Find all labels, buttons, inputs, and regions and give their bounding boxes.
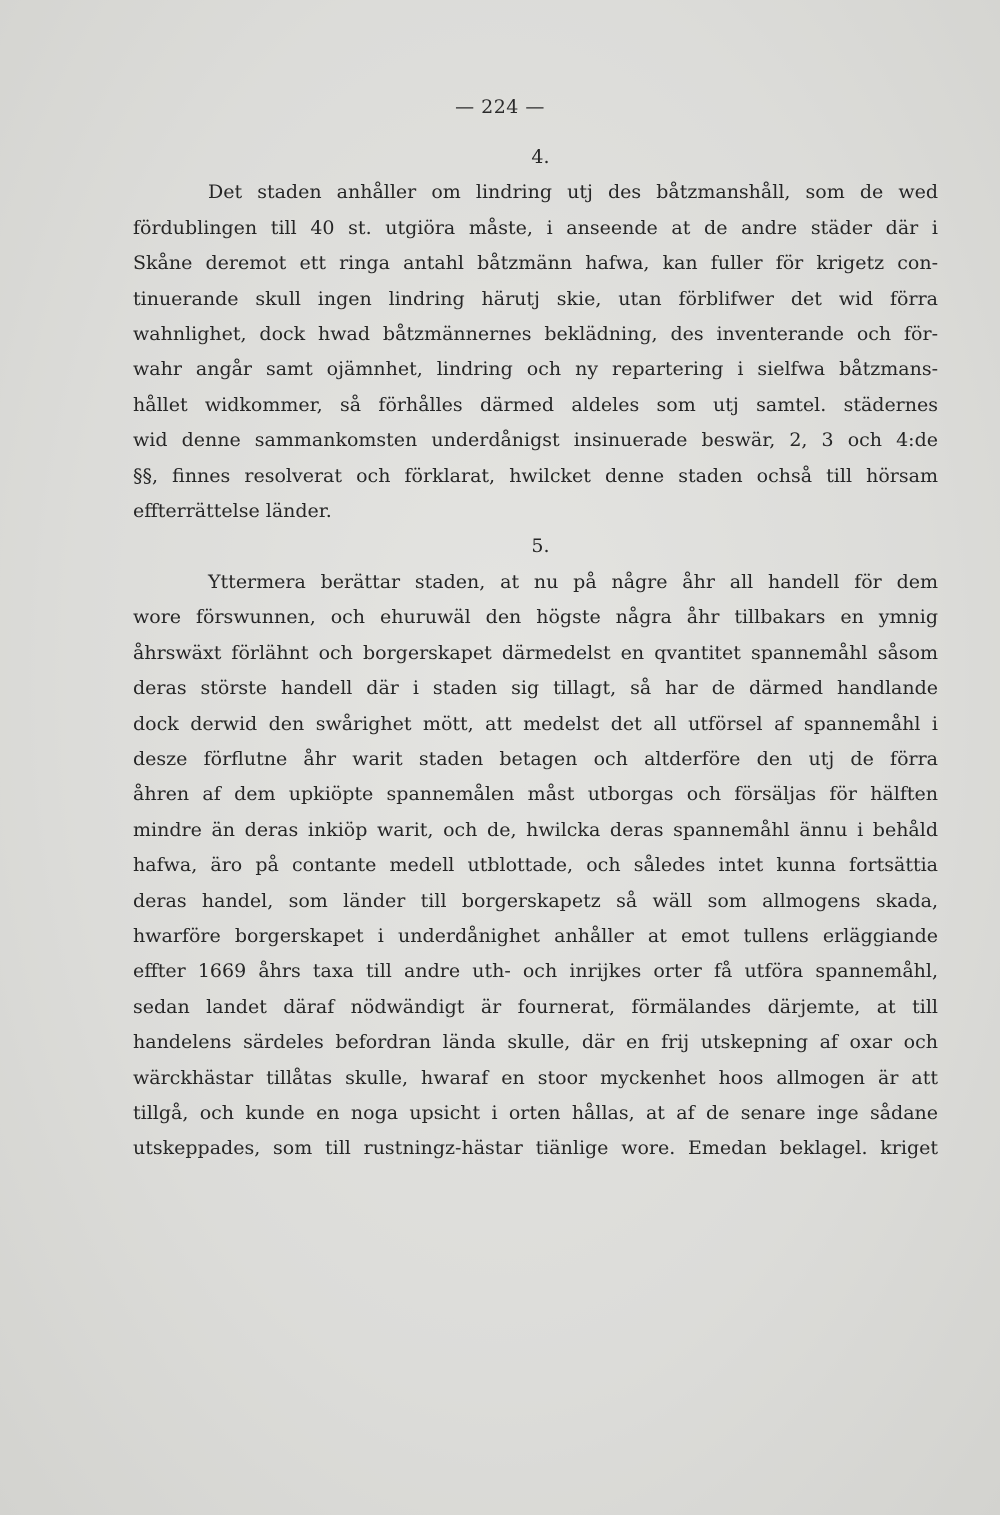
text-line: hållet widkommer, så förhålles därmed aldeles som utj samtel. städernes — [133, 393, 938, 416]
text-line: fördublingen till 40 st. utgiöra måste, i anseende at de andre städer där i — [133, 216, 938, 239]
text-line: sedan landet däraf nödwändigt är fournerat, förmälandes därjemte, at till — [133, 995, 938, 1018]
text-line: wahnlighet, dock hwad båtzmännernes beklädning, des inventerande och för- — [133, 323, 938, 346]
text-line: wärckhästar tillåtas skulle, hwaraf en stoor myckenhet hoos allmogen är att — [133, 1066, 938, 1089]
text-line: §§, finnes resolverat och förklarat, hwilcket denne staden ochså till hörsam — [133, 464, 938, 487]
text-line: Yttermera berättar staden, at nu på någre åhr all handell för dem — [208, 570, 938, 593]
text-line: Det staden anhåller om lindring utj des båtzmanshåll, som de wed — [208, 181, 938, 204]
text-line: Skåne deremot ett ringa antahl båtzmänn hafwa, kan fuller för krigetz con- — [133, 252, 938, 275]
text-line: utskeppades, som till rustningz-hästar tiänlige wore. Emedan beklagel. kriget — [133, 1137, 938, 1160]
text-line: desze förflutne åhr warit staden betagen och altderföre den utj de förra — [133, 747, 938, 770]
section-number-4: 4. — [531, 146, 550, 168]
text-line: hafwa, äro på contante medell utblottade, och således intet kunna fortsättia — [133, 854, 938, 877]
text-line: hwarföre borgerskapet i underdånighet anhåller at emot tullens erläggiande — [133, 924, 938, 947]
section-4-paragraph — [133, 175, 938, 529]
section-number-5: 5. — [531, 535, 550, 558]
text-line: handelens särdeles befordran lända skulle, där en frij utskepning af oxar och — [133, 1031, 938, 1054]
text-line: tillgå, och kunde en noga upsicht i orten hållas, at af de senare inge sådane — [133, 1101, 938, 1124]
body-text — [133, 140, 938, 1167]
text-line: dock derwid den swårighet mött, att medelst det all utförsel af spannemåhl i — [133, 712, 938, 735]
text-line: deras handel, som länder till borgerskapetz så wäll som allmogens skada, — [133, 889, 938, 912]
text-line: mindre än deras inkiöp warit, och de, hwilcka deras spannemåhl ännu i behåld — [133, 818, 938, 841]
text-line: effter 1669 åhrs taxa till andre uth- och inrijkes orter få utföra spannemåhl, — [133, 960, 938, 983]
text-line: wid denne sammankomsten underdånigst insinuerade beswär, 2, 3 och 4:de — [133, 429, 938, 452]
section-5-paragraph — [133, 565, 938, 1167]
text-line: effterrättelse länder. — [133, 500, 332, 523]
text-line: åhren af dem upkiöpte spannemålen måst utborgas och försäljas för hälften — [133, 783, 938, 806]
text-line: deras störste handell där i staden sig tillagt, så har de därmed handlande — [133, 677, 938, 700]
text-line: wahr angår samt ojämnhet, lindring och ny repartering i sielfwa båtzmans- — [133, 358, 938, 381]
text-line: wore förswunnen, och ehuruwäl den högste några åhr tillbakars en ymnig — [133, 606, 938, 629]
text-line: tinuerande skull ingen lindring härutj skie, utan förblifwer det wid förra — [133, 287, 938, 310]
page-number: — 224 — — [455, 96, 545, 118]
text-line: åhrswäxt förlähnt och borgerskapet därmedelst en qvantitet spannemåhl såsom — [133, 641, 938, 664]
